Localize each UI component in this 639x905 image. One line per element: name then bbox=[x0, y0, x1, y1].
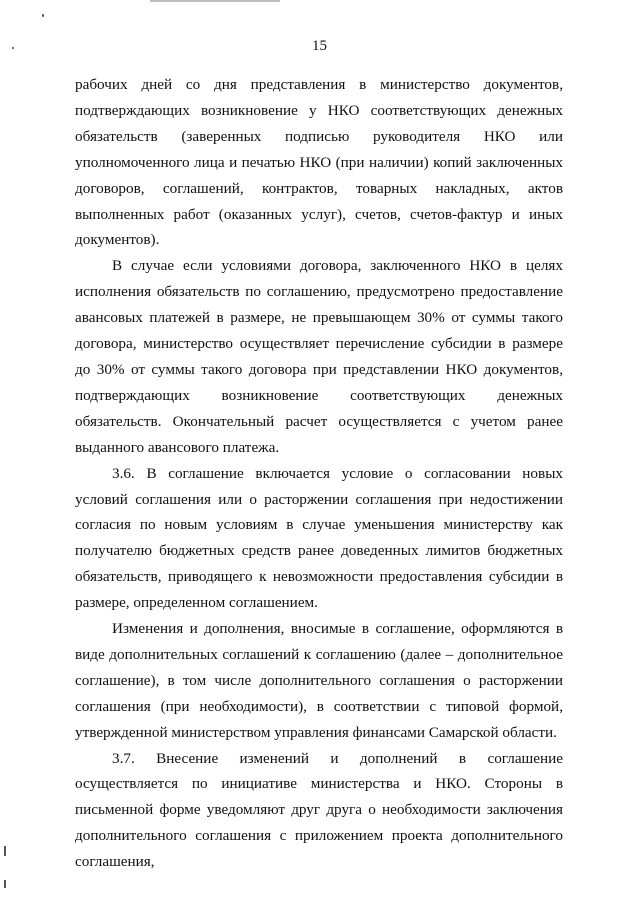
page-number: 15 bbox=[312, 38, 327, 54]
scan-margin-mark bbox=[4, 880, 6, 888]
scan-edge-line bbox=[150, 0, 280, 2]
document-body bbox=[75, 72, 563, 875]
scan-speck bbox=[42, 14, 44, 17]
paragraph: 3.7. Внесение изменений и дополнений в соглашение осуществляется по инициативе министерства и НКО. Стороны в письменной форме уведомляют друг друга о необходимости заключения дополнительного соглашения с приложением проекта дополнительного соглашения, bbox=[75, 749, 563, 871]
paragraph: рабочих дней со дня представления в министерство документов, подтверждающих возникновение у НКО соответствующих денежных обязательств (заверенных подписью руководителя НКО или уполномоченного лица и печатью НКО (при наличии) копий заключенных договоров, соглашений, контрактов, товарных накладных, актов выполненных работ (оказанных услуг), счетов, счетов-фактур и иных документов). bbox=[75, 76, 563, 249]
paragraph: В случае если условиями договора, заключенного НКО в целях исполнения обязательств по соглашению, предусмотрено предоставление авансовых платежей в размере, не превышающем 30% от суммы такого договора, министерство осуществляет перечисление субсидии в размере до 30% от суммы такого договора при представлении НКО документов, подтверждающих возникновение соответствующих денежных обязательств. Окончательный расчет осуществляется с учетом ранее выданного авансового платежа. bbox=[75, 257, 563, 456]
scan-margin-mark bbox=[4, 846, 6, 856]
paragraph: Изменения и дополнения, вносимые в соглашение, оформляются в виде дополнительных соглашений к соглашению (далее – дополнительное соглашение), в том числе дополнительного соглашения о расторжении соглашения (при необходимости), в соответствии с типовой формой, утвержденной министерством управления финансами Самарской области. bbox=[75, 620, 563, 741]
paragraph: 3.6. В соглашение включается условие о согласовании новых условий соглашения или о расторжении соглашения при недостижении согласия по новым условиям в случае уменьшения министерству как получателю бюджетных средств ранее доведенных лимитов бюджетных обязательств, приводящего к невозможности предоставления субсидии в размере, определенном соглашением. bbox=[75, 464, 563, 612]
